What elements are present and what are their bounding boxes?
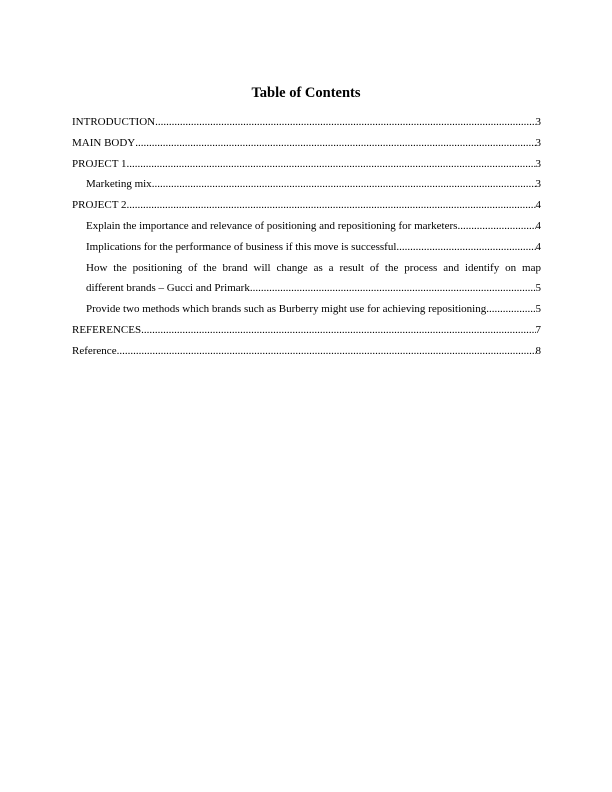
toc-entry-positioning-importance[interactable] <box>72 216 541 237</box>
dot-leader <box>460 216 535 237</box>
toc-entry-label: Marketing mix <box>86 178 152 191</box>
toc-entry-label: INTRODUCTION <box>72 116 156 128</box>
dot-leader <box>486 299 535 320</box>
toc-entry-label: PROJECT 1 <box>72 157 127 170</box>
toc-entry-label: Explain the importance and relevance of positioning and repositioning for marketers. <box>86 219 461 232</box>
toc-entry-label-line-2: different brands – Gucci and Primark <box>86 282 250 295</box>
toc-entry-label: Reference <box>72 344 117 357</box>
toc-page-number: 3 <box>535 116 541 128</box>
toc-entry-label: Implications for the performance of business if this move is successful <box>86 240 397 253</box>
dot-leader <box>127 154 536 175</box>
toc-entry-main-body[interactable] <box>72 133 541 154</box>
toc-page-number: 5 <box>535 303 541 316</box>
toc-page-number: 3 <box>535 136 541 149</box>
dot-leader <box>141 320 535 341</box>
toc-entry-marketing-mix[interactable] <box>72 174 541 195</box>
toc-entry-brand-positioning-map[interactable] <box>72 258 541 300</box>
toc-entry-reference[interactable] <box>72 341 541 362</box>
toc-entry-label: Provide two methods which brands such as Burberry might use for achieving repositioning <box>86 303 487 316</box>
toc-entry-implications[interactable] <box>72 237 541 258</box>
dot-leader <box>250 278 536 299</box>
toc-page-number: 4 <box>535 199 541 212</box>
toc-page-number: 7 <box>535 323 541 336</box>
toc-page-number: 3 <box>535 157 541 170</box>
toc-page-number: 5 <box>535 282 541 295</box>
toc-entry-project-1[interactable] <box>72 154 541 175</box>
dot-leader <box>127 195 536 216</box>
table-of-contents <box>72 112 541 362</box>
toc-entry-label-line-1: How the positioning of the brand will change as a result of the process and identify on map <box>86 261 541 274</box>
toc-entry-project-2[interactable] <box>72 195 541 216</box>
dot-leader <box>152 174 536 195</box>
toc-page-number: 4 <box>535 219 541 232</box>
toc-entry-label: PROJECT 2 <box>72 199 127 212</box>
toc-page-number: 8 <box>535 344 541 357</box>
dot-leader <box>117 341 536 362</box>
toc-entry-references[interactable] <box>72 320 541 341</box>
toc-title: Table of Contents <box>251 85 361 101</box>
dot-leader <box>396 237 535 258</box>
toc-page-number: 3 <box>535 178 541 191</box>
toc-entry-label: MAIN BODY <box>72 136 136 149</box>
dot-leader <box>135 133 535 154</box>
toc-entry-burberry-methods[interactable] <box>72 299 541 320</box>
toc-entry-introduction[interactable] <box>72 112 541 133</box>
dot-leader <box>155 112 535 133</box>
toc-entry-label: REFERENCES <box>72 323 142 336</box>
toc-page-number: 4 <box>535 240 541 253</box>
